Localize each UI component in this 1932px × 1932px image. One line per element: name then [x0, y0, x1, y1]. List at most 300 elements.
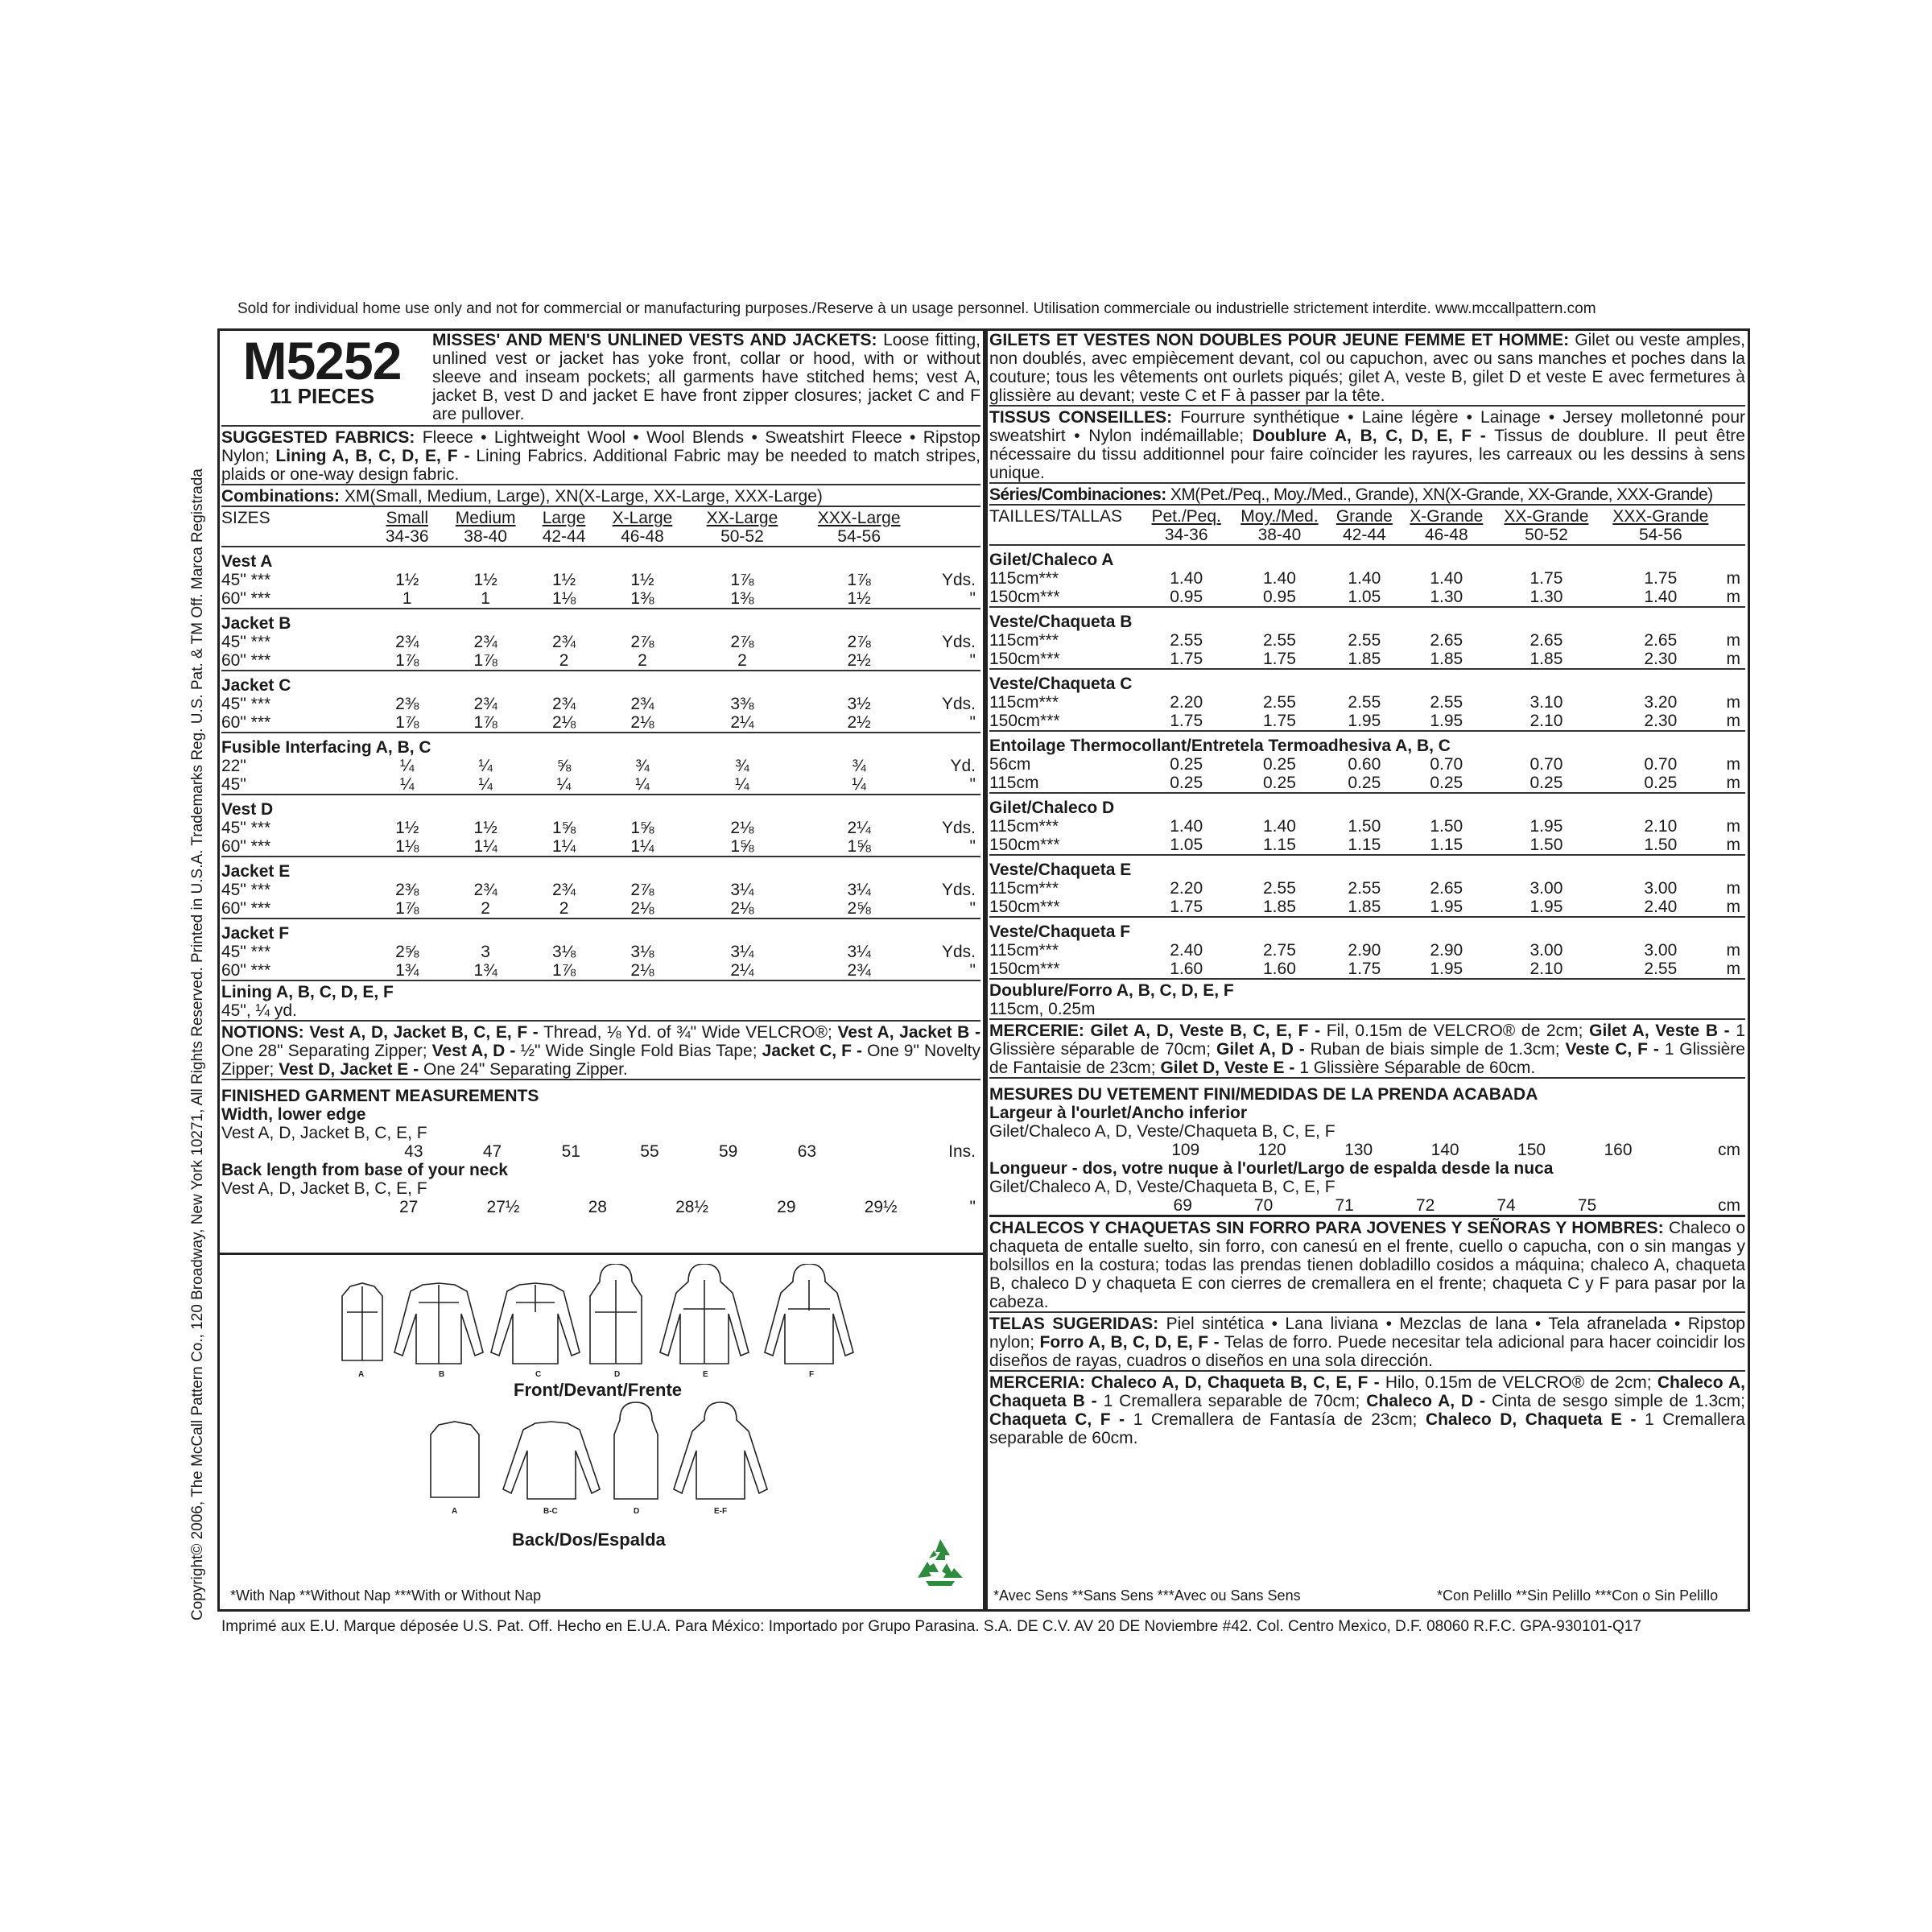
en-width-values — [221, 1142, 980, 1161]
en-lining — [221, 980, 980, 1020]
fr-yardage-unit: m — [1726, 650, 1740, 668]
en-fabrics-lining-text: Lining Fabrics. Additional Fabric may be needed to match stripes, plaids or one-way design fabric. — [221, 447, 980, 484]
fr-notions-5-label: Gilet D, Veste E - — [1160, 1059, 1295, 1077]
fr-garment-row — [989, 607, 1745, 631]
en-garment-name: Fusible Interfacing A, B, C — [221, 733, 980, 757]
fr-fabric-width: 150cm*** — [989, 898, 1060, 916]
fr-yardage-value: 1.95 — [1530, 898, 1563, 916]
back-view-label: Back/Dos/Espalda — [512, 1530, 666, 1550]
front-view-label: Front/Devant/Frente — [514, 1380, 683, 1400]
en-notions-label: NOTIONS: Vest A, D, Jacket B, C, E, F - — [221, 1023, 539, 1042]
fr-notions-1: Fil, 0.15m de VELCRO® de 2cm; — [1326, 1022, 1583, 1040]
fr-yardage-value: 0.95 — [1170, 588, 1203, 606]
fr-yardage-value: 3.10 — [1530, 693, 1563, 712]
fr-yardage-value: 2.75 — [1263, 941, 1296, 960]
fr-yardage-value: 1.40 — [1170, 569, 1203, 588]
fr-yardage-value: 0.70 — [1530, 755, 1563, 774]
fr-yardage-row — [989, 693, 1745, 712]
fr-garment-name: Gilet/Chaleco A — [989, 545, 1745, 569]
fr-yardage-value: 1.50 — [1348, 817, 1381, 836]
fr-yardage-value: 3.00 — [1644, 941, 1678, 960]
en-yardage-value: ¼ — [735, 775, 749, 794]
en-yardage-value: 1⅝ — [730, 837, 754, 856]
fr-width_values-row — [989, 1141, 1745, 1159]
fr-fabric-width: 150cm*** — [989, 836, 1060, 854]
fr-yardage-unit: m — [1726, 817, 1740, 836]
en-garment-name: Jacket E — [221, 857, 980, 881]
fr-yardage-row — [989, 836, 1745, 855]
fr-fabrics-label: TISSUS CONSEILLES: — [989, 408, 1173, 427]
fr-yardage-value: 1.40 — [1644, 588, 1678, 606]
fr-yardage-value: 3.00 — [1644, 879, 1678, 898]
en-lining-name: Lining A, B, C, D, E, F — [221, 983, 394, 1001]
en-yardage-row — [221, 881, 980, 899]
fr-garment-name: Gilet/Chaleco D — [989, 793, 1745, 817]
fr-yardage-unit: m — [1726, 588, 1740, 606]
fr-fabric-width: 115cm*** — [989, 693, 1059, 712]
en-measure-value: 28½ — [675, 1198, 708, 1216]
en-yardage-value: ¼ — [478, 757, 493, 775]
es-fabrics — [989, 1311, 1745, 1370]
fr-yardage-value: 0.25 — [1644, 774, 1678, 792]
letter-front-f: F — [809, 1370, 815, 1379]
fr-size-name: Grande — [1335, 507, 1393, 526]
fr-yardage-value: 1.95 — [1530, 817, 1563, 836]
en-yardage-unit: Yds. — [941, 819, 976, 837]
fr-notions-2: 1 Glissière séparable de 70cm; — [989, 1022, 1745, 1059]
en-size-name: Medium — [455, 509, 516, 527]
fr-back-label: Longueur - dos, votre nuque à l'ourlet/Largo de espalda desde la nuca — [989, 1159, 1554, 1178]
en-yardage-row — [221, 819, 980, 837]
fr-combinations — [989, 482, 1745, 504]
fr-yardage-value: 2.10 — [1530, 960, 1563, 978]
en-notions-1: Thread, ⅛ Yd. of ¾" Wide VELCRO®; — [543, 1023, 832, 1042]
en-yardage-value: 2⅛ — [630, 899, 654, 918]
fr-measure-value: 72 — [1415, 1196, 1435, 1215]
jacket-c-front-icon — [491, 1283, 580, 1364]
fr-yardage-row — [989, 817, 1745, 836]
fr-yardage-value: 2.55 — [1430, 693, 1463, 712]
en-yardage-value: 1⅜ — [630, 589, 654, 608]
en-notions-5-label: Vest D, Jacket E - — [279, 1060, 419, 1079]
fr-garment-row — [989, 669, 1745, 693]
fr-lining-text: 115cm, 0.25m — [989, 1000, 1096, 1018]
en-garment-name: Jacket B — [221, 609, 980, 633]
en-yardage-value: 1½ — [473, 819, 497, 837]
en-yardage-value: 1 — [481, 589, 490, 608]
en-yardage-value: 3⅛ — [630, 943, 654, 961]
en-fabric-width: 60" *** — [221, 899, 271, 918]
column-divider — [983, 328, 988, 1612]
french-spanish-column — [989, 331, 1745, 1447]
en-yardage-value: 3¼ — [847, 943, 871, 961]
fr-garment-row — [989, 855, 1745, 879]
en-yardage-value: 2⅛ — [630, 961, 654, 980]
fr-yardage-row — [989, 879, 1745, 898]
fr-measure-value: 71 — [1335, 1196, 1354, 1215]
en-fabrics-text: Fleece • Lightweight Wool • Wool Blends • Sweatshirt Fleece • Ripstop Nylon; — [221, 428, 980, 465]
en-measure-value: 29½ — [864, 1198, 898, 1216]
fr-yardage-value: 0.70 — [1644, 755, 1678, 774]
fr-measure-value: 109 — [1171, 1141, 1200, 1159]
en-yardage-unit: " — [969, 713, 976, 732]
fr-yardage-value: 2.55 — [1348, 631, 1381, 650]
fr-yardage-value: 0.25 — [1170, 774, 1203, 792]
bottom-notice: Imprimé aux E.U. Marque déposée U.S. Pat. Off. Hecho en E.U.A. Para México: Importado por Grupo Parasina. S.A. DE C.V. AV 20 DE Noviembre #42. Col. Centro Mexico, D.F. 08060 R.F.C. GPA-930101-Q17 — [221, 1618, 1641, 1635]
en-unit-spacer — [922, 509, 980, 527]
en-size-range: 34-36 — [385, 527, 429, 546]
fr-yardage-value: 1.15 — [1430, 836, 1463, 854]
en-yardage-value: 2¾ — [473, 881, 497, 899]
fr-yardage-value: 1.40 — [1263, 569, 1296, 588]
fr-yardage-row — [989, 960, 1745, 978]
fr-yardage-row — [989, 712, 1745, 731]
en-size-table — [221, 509, 980, 980]
fr-yardage-value: 1.75 — [1170, 712, 1203, 730]
fr-yardage-row — [989, 774, 1745, 793]
en-yardage-row — [221, 837, 980, 857]
letter-back-a: A — [452, 1507, 458, 1516]
fr-yardage-value: 2.10 — [1530, 712, 1563, 730]
en-yardage-value: 2⅞ — [630, 881, 654, 899]
fr-fabric-width: 56cm — [989, 755, 1031, 774]
fr-garment-name: Entoilage Thermocollant/Entretela Termoadhesiva A, B, C — [989, 731, 1745, 755]
fr-yardage-value: 1.85 — [1348, 650, 1381, 668]
en-size-name: XXX-Large — [817, 509, 901, 527]
en-yardage-row — [221, 713, 980, 733]
es-notions — [989, 1370, 1745, 1447]
en-yardage-value: 2¾ — [551, 881, 576, 899]
en-description — [423, 331, 980, 423]
en-size-range: 42-44 — [542, 527, 586, 546]
en-yardage-value: 1¼ — [630, 837, 654, 856]
en-yardage-value: 2¼ — [730, 713, 754, 732]
letter-front-b: B — [439, 1370, 445, 1379]
fr-size-range: 54-56 — [1638, 526, 1682, 544]
en-yardage-unit: " — [969, 961, 976, 980]
fr-yardage-value: 2.30 — [1644, 712, 1678, 730]
fr-value-spacer — [989, 1196, 1142, 1215]
en-notions-5: One 24" Separating Zipper. — [423, 1060, 628, 1079]
fr-fabrics-lining-label: Doublure A, B, C, D, E, F - — [1252, 427, 1486, 445]
fr-yardage-value: 1.75 — [1170, 898, 1203, 916]
fr-yardage-value: 2.20 — [1170, 879, 1203, 898]
garment-illustrations — [326, 1264, 906, 1562]
fr-yardage-value: 0.95 — [1263, 588, 1296, 606]
fr-size-table — [989, 507, 1745, 978]
en-yardage-value: 1½ — [630, 571, 654, 589]
en-yardage-value: ¼ — [852, 775, 866, 794]
en-title: MISSES' AND MEN'S UNLINED VESTS AND JACKETS: — [432, 331, 877, 349]
fr-yardage-value: 1.95 — [1348, 712, 1381, 730]
en-yardage-value: 1½ — [847, 589, 871, 608]
fr-yardage-value: 2.40 — [1170, 941, 1203, 960]
fr-yardage-table — [989, 504, 1745, 978]
en-size-name: Small — [386, 509, 428, 527]
en-size-range-row — [221, 527, 980, 547]
en-yardage-value: 2⅛ — [730, 899, 754, 918]
fr-garment-name: Veste/Chaqueta F — [989, 917, 1745, 941]
en-yardage-unit: Yd. — [950, 757, 976, 775]
jacket-e-front-icon — [660, 1264, 749, 1364]
fr-garment-row — [989, 917, 1745, 941]
jacket-bc-back-icon — [503, 1422, 600, 1499]
en-yardage-value: 1⅞ — [473, 713, 497, 732]
en-yardage-value: 2⅞ — [630, 633, 654, 651]
fr-yardage-value: 0.25 — [1348, 774, 1381, 792]
fr-yardage-value: 1.05 — [1170, 836, 1203, 854]
fr-measure-value: 69 — [1173, 1196, 1192, 1215]
en-yardage-value: 1⅞ — [473, 651, 497, 670]
fr-fabrics — [989, 405, 1745, 482]
fr-garment-name: Veste/Chaqueta E — [989, 855, 1745, 879]
fr-size-name: Pet./Peq. — [1151, 507, 1221, 526]
en-fabrics-lining-label: Lining A, B, C, D, E, F - — [275, 447, 470, 465]
es-notions-3-label: Chaleco A, D - — [1366, 1392, 1486, 1410]
fr-size-name: XX-Grande — [1504, 507, 1589, 526]
fr-garment-row — [989, 731, 1745, 755]
illustration-divider — [217, 1253, 986, 1255]
fr-yardage-value: 0.60 — [1348, 755, 1381, 774]
en-measure-value: 29 — [777, 1198, 796, 1216]
vest-d-back-icon — [614, 1402, 658, 1499]
en-yardage-value: 2⅛ — [630, 713, 654, 732]
en-yardage-row — [221, 943, 980, 961]
en-yardage-value: 2⅜ — [395, 695, 419, 713]
en-yardage-value: 3¼ — [730, 881, 754, 899]
en-measure-value: 51 — [561, 1142, 580, 1161]
en-notions — [221, 1020, 980, 1079]
fr-notions — [989, 1018, 1745, 1077]
en-yardage-value: 1⅝ — [847, 837, 871, 856]
es-notions-1: Hilo, 0.15m de VELCRO® de 2cm; — [1385, 1373, 1652, 1392]
en-yardage-value: 1½ — [395, 571, 419, 589]
fr-yardage-unit: m — [1726, 569, 1740, 588]
es-fabrics-text: Piel sintética • Lana liviana • Mezclas de lana • Tela afranelada • Ripstop nylon; — [989, 1315, 1745, 1352]
fr-yardage-row — [989, 755, 1745, 774]
fr-yardage-value: 3.20 — [1644, 693, 1678, 712]
side-copyright-notice: Copyright© 2006, The McCall Pattern Co., 120 Broadway, New York 10271, All Rights Reserved. Printed in U.S.A. Trademarks Reg. U.S. Pat. & TM Off. Marca Registrada — [189, 469, 206, 1620]
fr-yardage-unit: m — [1726, 774, 1740, 792]
en-yardage-value: ⅝ — [556, 757, 572, 775]
fr-yardage-value: 2.55 — [1348, 693, 1381, 712]
es-description — [989, 1215, 1745, 1311]
en-garment-row — [221, 733, 980, 757]
en-yardage-unit: Yds. — [941, 695, 976, 713]
en-back-sub: Vest A, D, Jacket B, C, E, F — [221, 1179, 427, 1198]
fr-yardage-value: 1.30 — [1430, 588, 1463, 606]
header-block — [221, 331, 980, 423]
fr-yardage-value: 0.70 — [1430, 755, 1463, 774]
en-fabric-width: 22" — [221, 757, 246, 775]
fr-measure-unit: cm — [1718, 1196, 1740, 1215]
en-garment-row — [221, 857, 980, 881]
fr-yardage-value: 2.40 — [1644, 898, 1678, 916]
pattern-code: M5252 — [242, 331, 402, 390]
en-yardage-value: 3¼ — [730, 943, 754, 961]
fr-measure-value: 140 — [1430, 1141, 1459, 1159]
en-garment-row — [221, 919, 980, 943]
en-width-sub: Vest A, D, Jacket B, C, E, F — [221, 1124, 427, 1142]
fr-yardage-value: 0.25 — [1530, 774, 1563, 792]
en-yardage-value: 1½ — [473, 571, 497, 589]
en-notions-3-label: Vest A, D - — [431, 1042, 516, 1060]
fr-yardage-value: 1.85 — [1430, 650, 1463, 668]
es-fabrics-lining-text: Telas de forro. Puede necesitar tela adicional para hacer coincidir los diseños de rayas, cuadros o diseños en una sola dirección. — [989, 1333, 1745, 1370]
fr-yardage-value: 1.85 — [1263, 898, 1296, 916]
fr-description — [989, 331, 1745, 405]
es-notions-4: 1 Cremallera de Fantasía de 23cm; — [1133, 1410, 1418, 1429]
en-fabric-width: 60" *** — [221, 837, 271, 856]
en-yardage-unit: Yds. — [941, 881, 976, 899]
en-yardage-value: 2½ — [847, 651, 871, 670]
fr-yardage-value: 1.95 — [1430, 712, 1463, 730]
fr-yardage-value: 2.30 — [1644, 650, 1678, 668]
en-garment-row — [221, 547, 980, 571]
en-yardage-value: 2⅞ — [847, 633, 871, 651]
en-fabric-width: 60" *** — [221, 713, 271, 732]
fr-yardage-value: 1.40 — [1430, 569, 1463, 588]
en-combinations-text: XM(Small, Medium, Large), XN(X-Large, XX-Large, XXX-Large) — [344, 487, 823, 506]
en-yardage-table — [221, 506, 980, 980]
en-measure-unit: Ins. — [948, 1142, 976, 1161]
en-yardage-value: 1¼ — [473, 837, 497, 856]
fr-size-name: XXX-Grande — [1612, 507, 1709, 526]
fr-measure-value: 150 — [1517, 1141, 1546, 1159]
es-fabrics-label: TELAS SUGERIDAS: — [989, 1315, 1159, 1333]
en-yardage-value: 3⅜ — [730, 695, 754, 713]
letter-front-e: E — [703, 1370, 708, 1379]
es-notions-2-label: Chaleco A, Chaqueta B - — [989, 1373, 1745, 1410]
en-yardage-value: 1¾ — [395, 961, 419, 980]
fr-notions-3-label: Gilet A, D - — [1216, 1040, 1305, 1059]
en-size-range: 46-48 — [621, 527, 664, 546]
letter-back-d: D — [634, 1507, 640, 1516]
fr-value-spacer — [989, 1141, 1142, 1159]
fr-yardage-value: 3.00 — [1530, 941, 1563, 960]
jacket-b-front-icon — [394, 1283, 483, 1364]
en-yardage-unit: Yds. — [941, 633, 976, 651]
en-combinations-label: Combinations: — [221, 487, 340, 506]
fr-fabrics-lining-text: Tissus de doublure. Il peut être nécessaire du tissu additionnel pour faire coïncider les rayures, les carreaux ou les dessins à sens unique. — [989, 427, 1745, 482]
en-yardage-row — [221, 961, 980, 980]
en-width-label: Width, lower edge — [221, 1105, 366, 1124]
en-yardage-value: 1⅞ — [395, 899, 419, 918]
fr-fabrics-text: Fourrure synthétique • Laine légère • Lainage • Jersey molletonné pour sweatshirt • Nylon indémaillable; — [989, 408, 1746, 445]
en-garment-name: Vest D — [221, 795, 980, 819]
en-fabrics-label: SUGGESTED FABRICS: — [221, 428, 415, 447]
fr-width-label: Largeur à l'ourlet/Ancho inferior — [989, 1104, 1248, 1122]
fr-finished-measurements — [989, 1077, 1745, 1215]
fr-measure-value: 160 — [1604, 1141, 1633, 1159]
en-fabric-width: 45" *** — [221, 633, 271, 651]
en-yardage-value: 2 — [559, 651, 569, 670]
fr-yardage-row — [989, 569, 1745, 588]
fr-yardage-value: 1.75 — [1263, 650, 1296, 668]
letter-back-bc: B-C — [543, 1507, 558, 1516]
en-notions-4-label: Jacket C, F - — [762, 1042, 862, 1060]
fr-notions-label: MERCERIE: Gilet A, D, Veste B, C, E, F - — [989, 1022, 1321, 1040]
fr-size-range: 50-52 — [1525, 526, 1568, 544]
fr-unit-spacer — [1721, 526, 1745, 545]
fr-unit-spacer — [1721, 507, 1745, 526]
fr-measure-unit: cm — [1718, 1141, 1740, 1159]
en-yardage-unit: " — [969, 589, 976, 608]
fr-width-sub: Gilet/Chaleco A, D, Veste/Chaqueta B, C, E, F — [989, 1122, 1335, 1141]
en-yardage-value: 1½ — [551, 571, 576, 589]
en-yardage-row — [221, 651, 980, 671]
jacket-f-front-icon — [765, 1264, 853, 1364]
fr-yardage-value: 1.75 — [1644, 569, 1678, 588]
en-size-name: Large — [542, 509, 586, 527]
fr-combinations-text: XM(Pet./Peq., Moy./Med., Grande), XN(X-Grande, XX-Grande, XXX-Grande) — [1170, 485, 1713, 504]
fr-measure-value: 74 — [1496, 1196, 1516, 1215]
fr-yardage-unit: m — [1726, 755, 1740, 774]
fr-yardage-row — [989, 898, 1745, 917]
en-yardage-value: 1⅞ — [395, 713, 419, 732]
en-notions-2-label: Vest A, Jacket B - — [837, 1023, 980, 1042]
fr-garment-name: Veste/Chaqueta B — [989, 607, 1745, 631]
fr-size-range: 38-40 — [1257, 526, 1302, 544]
fr-yardage-row — [989, 631, 1745, 650]
en-yardage-value: 2 — [481, 899, 490, 918]
es-notions-2: 1 Cremallera separable de 70cm; — [1103, 1392, 1360, 1410]
en-size-name: X-Large — [612, 509, 673, 527]
en-yardage-value: 2⅜ — [395, 881, 419, 899]
en-yardage-value: 3¼ — [847, 881, 871, 899]
en-yardage-value: 1 — [402, 589, 412, 608]
fr-yardage-value: 1.05 — [1348, 588, 1381, 606]
en-garment-name: Jacket F — [221, 919, 980, 943]
fr-width-values — [989, 1141, 1745, 1159]
en-measure-value: 27 — [398, 1198, 419, 1216]
en-yardage-value: ¾ — [852, 757, 866, 775]
en-fabric-width: 45" *** — [221, 881, 271, 899]
en-yardage-value: ¼ — [635, 775, 650, 794]
fr-garment-row — [989, 545, 1745, 569]
es-nap-note: *Con Pelillo **Sin Pelillo ***Con o Sin Pelillo — [1437, 1587, 1719, 1604]
fr-combinations-label: Séries/Combinaciones: — [989, 485, 1166, 504]
en-yardage-value: 2⅛ — [551, 713, 576, 732]
fr-nap-note: *Avec Sens **Sans Sens ***Avec ou Sans Sens — [993, 1587, 1301, 1604]
en-combinations — [221, 484, 980, 506]
es-notions-5: 1 Cremallera separable de 60cm. — [989, 1410, 1745, 1447]
fr-fabric-width: 115cm*** — [989, 569, 1059, 588]
en-size-range: 38-40 — [464, 527, 507, 546]
fr-lining-name: Doublure/Forro A, B, C, D, E, F — [989, 981, 1234, 1000]
en-yardage-value: 2⅛ — [730, 819, 754, 837]
en-notions-3: ½" Wide Single Fold Bias Tape; — [520, 1042, 758, 1060]
en-yardage-value: ¼ — [478, 775, 493, 794]
en-yardage-value: 2¾ — [473, 633, 497, 651]
en-finished-measurements — [221, 1079, 980, 1216]
fr-yardage-unit: m — [1726, 712, 1740, 730]
en-lining-text: 45", ¼ yd. — [221, 1001, 297, 1020]
en-yardage-value: 1¾ — [473, 961, 497, 980]
en-yardage-row — [221, 633, 980, 651]
fr-yardage-value: 1.15 — [1348, 836, 1381, 854]
en-yardage-value: 1¼ — [551, 837, 576, 856]
fr-fabric-width: 150cm*** — [989, 960, 1060, 978]
fr-yardage-value: 2.55 — [1348, 879, 1381, 898]
es-fabrics-lining-label: Forro A, B, C, D, E, F - — [1039, 1333, 1220, 1352]
en-garment-name: Jacket C — [221, 671, 980, 695]
en-yardage-unit: Yds. — [941, 943, 976, 961]
en-garment-row — [221, 671, 980, 695]
en-yardage-value: 2¼ — [847, 819, 871, 837]
fr-yardage-value: 2.90 — [1348, 941, 1381, 960]
en-measure-value: 27½ — [486, 1198, 520, 1216]
